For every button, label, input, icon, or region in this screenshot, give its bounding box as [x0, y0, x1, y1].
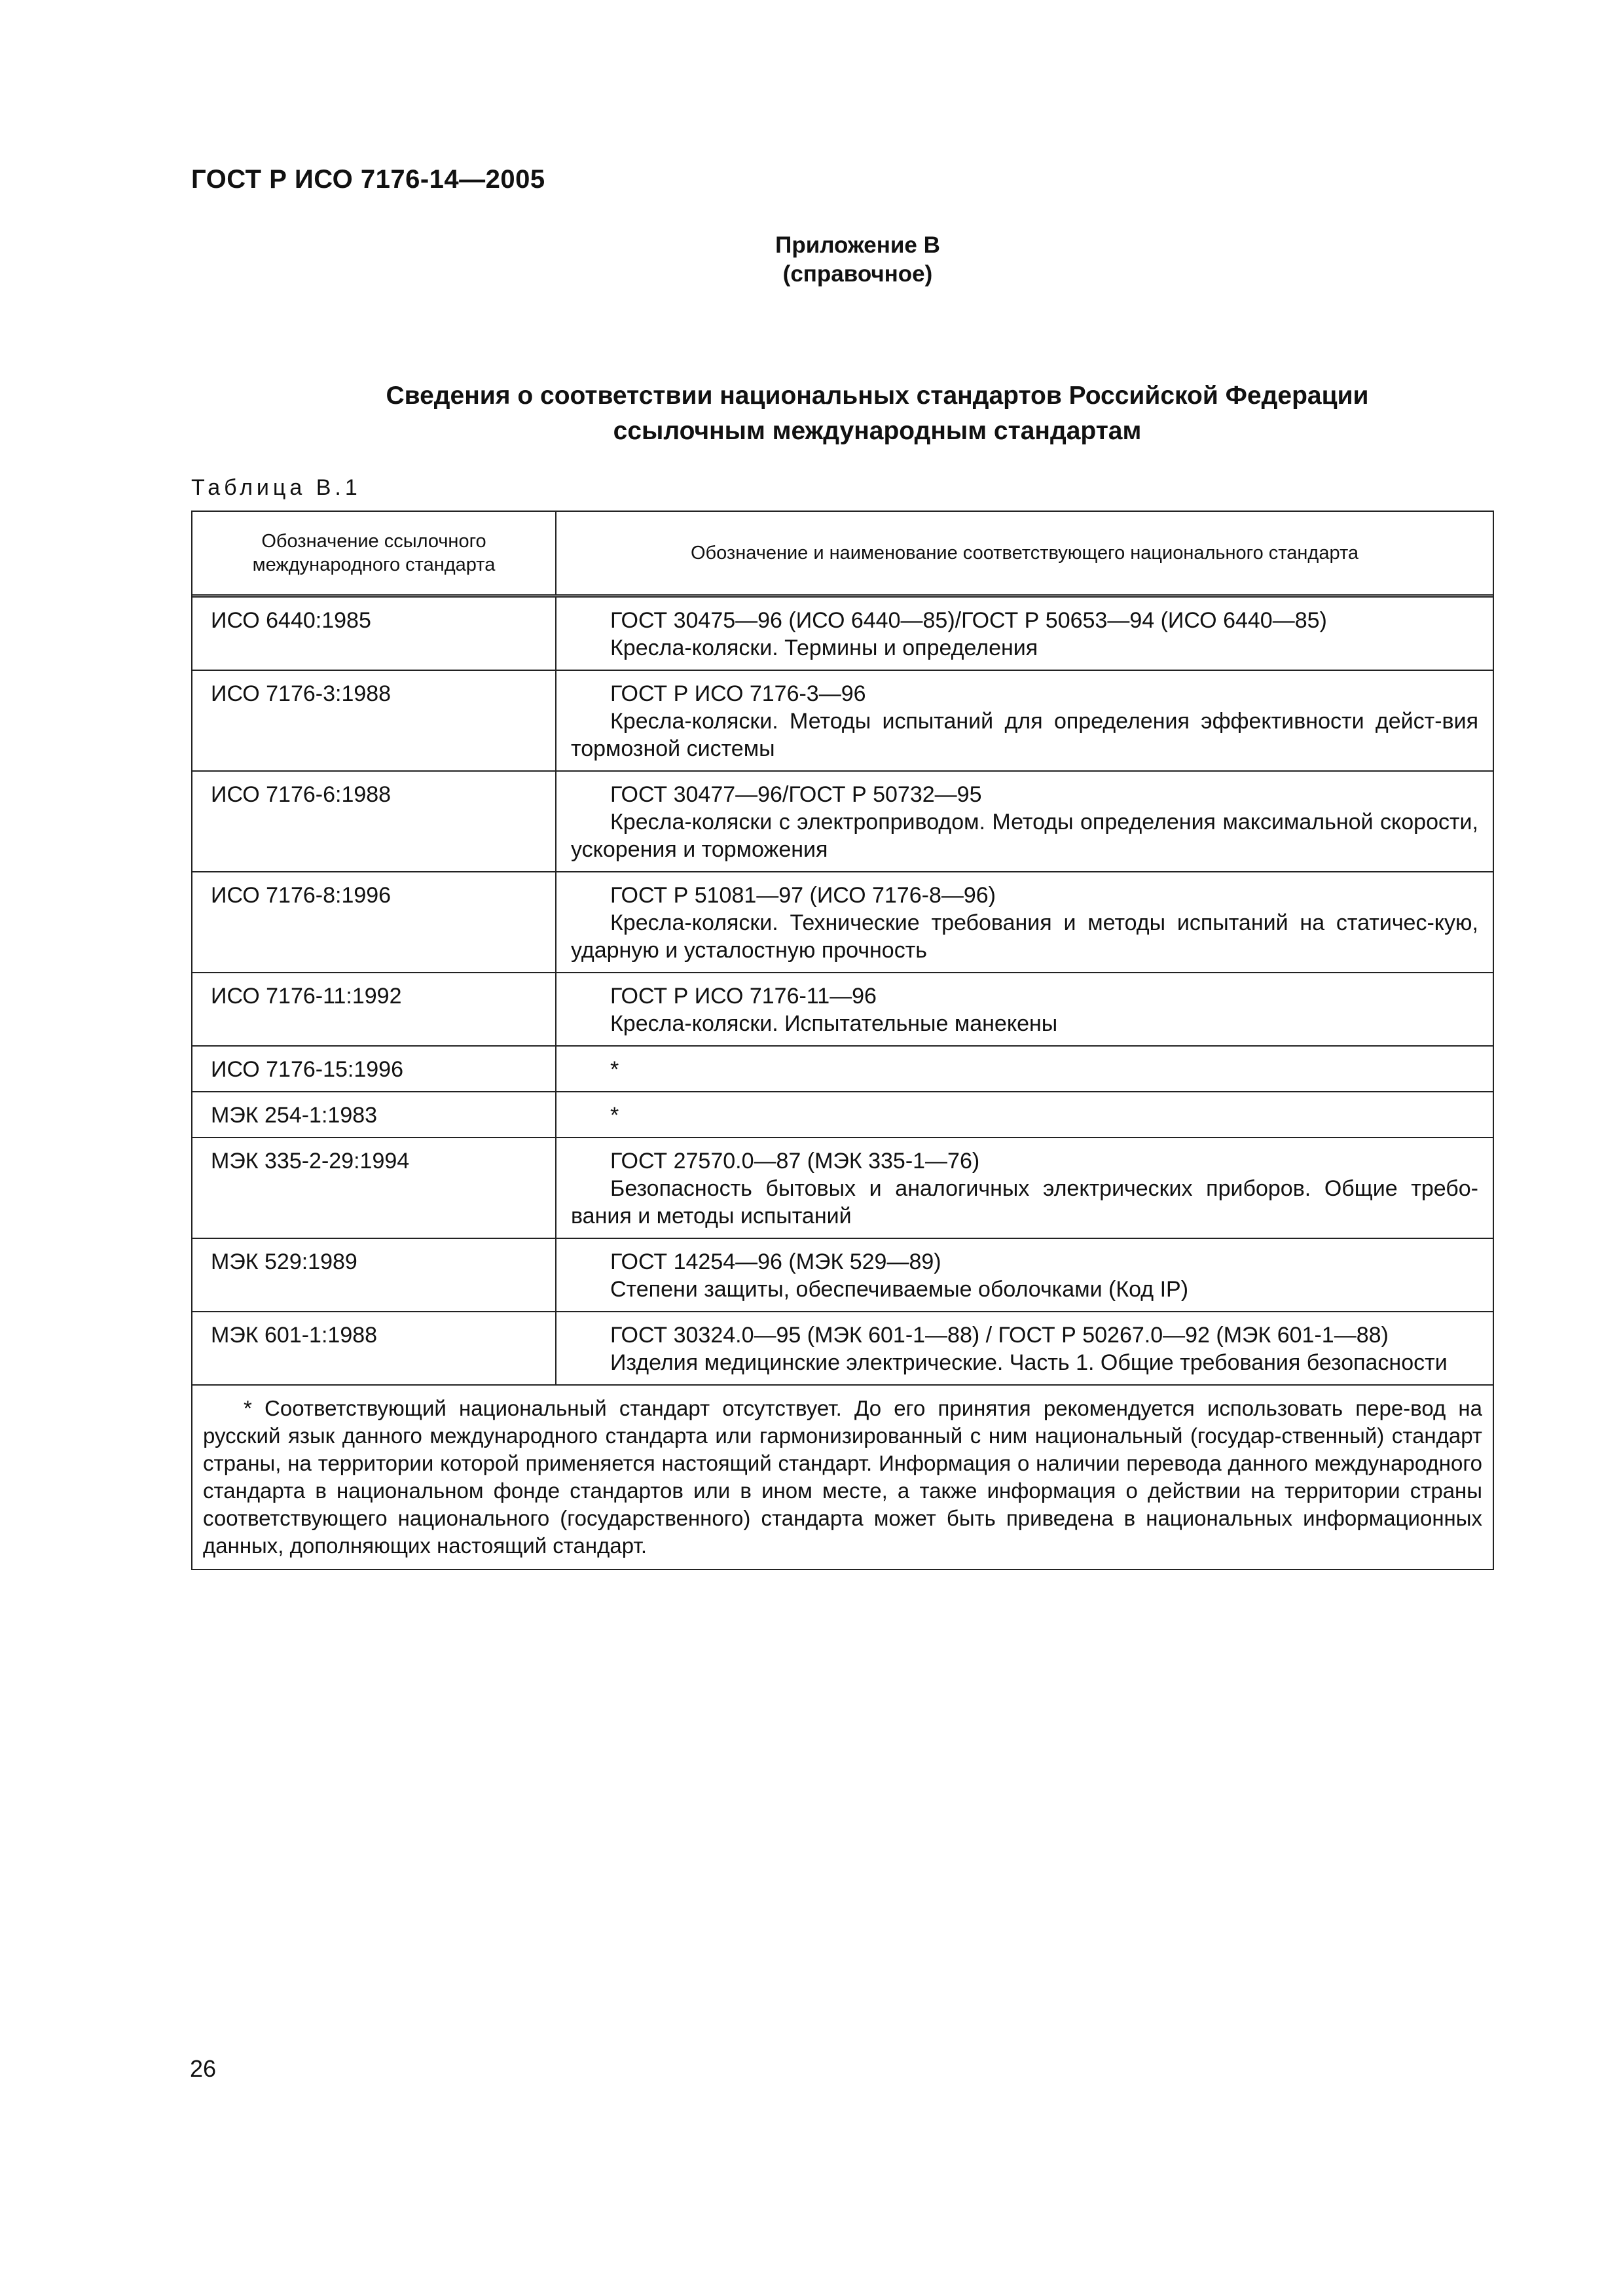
table-row — [192, 598, 1493, 671]
national-standard-designation: ГОСТ 30475—96 (ИСО 6440—85)/ГОСТ Р 50653—94 (ИСО 6440—85) — [610, 608, 1327, 633]
table-caption: Таблица В.1 — [191, 475, 361, 500]
reference-standard-cell: ИСО 7176-15:1996 — [192, 1047, 556, 1091]
national-standard-cell — [556, 598, 1493, 670]
reference-standard-cell: ИСО 7176-3:1988 — [192, 671, 556, 770]
national-standard-title: Степени защиты, обеспечиваемые оболочками (Код IP) — [610, 1277, 1189, 1302]
national-standard-designation: ГОСТ Р ИСО 7176-3—96 — [610, 681, 866, 706]
national-standard-title: Безопасность бытовых и аналогичных электрических приборов. Общие требо-вания и методы испытаний — [571, 1176, 1478, 1229]
appendix-heading — [687, 231, 1028, 289]
correspondence-table — [191, 511, 1494, 1570]
table-row — [192, 1138, 1493, 1239]
table-row — [192, 872, 1493, 973]
national-standard-cell — [556, 973, 1493, 1045]
reference-standard-cell: МЭК 601-1:1988 — [192, 1312, 556, 1384]
footnote-text: * Соответствующий национальный стандарт отсутствует. До его принятия рекомендуется использовать пере-вод на русский язык данного международного стандарта или гармонизированный с ним национальный (государ-ственный) стандарт страны, на территории которой применяется настоящий стандарт. Информация о наличии перевода данного международного стандарта в национальном фонде стандартов или в ином месте, а также информация о действии на территории страны соответствующего национального (государственного) стандарта может быть приведена в национальных информационных данных, дополняющих настоящий стандарт. — [203, 1396, 1482, 1558]
table-row — [192, 1092, 1493, 1138]
reference-standard-cell: МЭК 335-2-29:1994 — [192, 1138, 556, 1238]
national-standard-designation: ГОСТ 30477—96/ГОСТ Р 50732—95 — [610, 782, 982, 807]
national-standard-cell — [556, 872, 1493, 972]
appendix-title: Приложение В — [775, 232, 940, 258]
national-standard-title: Кресла-коляски. Испытательные манекены — [610, 1011, 1058, 1036]
table-row — [192, 1047, 1493, 1092]
reference-standard-cell: ИСО 7176-8:1996 — [192, 872, 556, 972]
reference-standard-cell: МЭК 529:1989 — [192, 1239, 556, 1311]
table-row — [192, 1239, 1493, 1312]
section-title — [183, 378, 1571, 449]
column-header-reference: Обозначение ссылочного международного стандарта — [192, 512, 556, 594]
table-footnote — [192, 1386, 1493, 1569]
document-header: ГОСТ Р ИСО 7176-14—2005 — [191, 165, 545, 194]
table-row — [192, 772, 1493, 872]
national-standard-designation: ГОСТ Р ИСО 7176-11—96 — [610, 984, 877, 1009]
table-header-row — [192, 512, 1493, 598]
national-standard-cell — [556, 671, 1493, 770]
appendix-type: (справочное) — [782, 261, 933, 287]
table-row — [192, 671, 1493, 772]
page-number: 26 — [190, 2055, 217, 2082]
reference-standard-cell: ИСО 7176-6:1988 — [192, 772, 556, 871]
section-title-line1: Сведения о соответствии национальных стандартов Российской Федерации — [386, 382, 1369, 410]
national-standard-designation: * — [610, 1103, 619, 1128]
section-title-line2: ссылочным международным стандартам — [613, 417, 1142, 445]
national-standard-title: Кресла-коляски. Методы испытаний для определения эффективности дейст-вия тормозной системы — [571, 709, 1478, 761]
national-standard-designation: ГОСТ Р 51081—97 (ИСО 7176-8—96) — [610, 883, 996, 908]
table-row — [192, 1312, 1493, 1386]
national-standard-cell — [556, 1047, 1493, 1091]
national-standard-designation: ГОСТ 14254—96 (МЭК 529—89) — [610, 1249, 941, 1274]
column-header-national: Обозначение и наименование соответствующего национального стандарта — [690, 542, 1359, 564]
national-standard-designation: ГОСТ 27570.0—87 (МЭК 335-1—76) — [610, 1149, 980, 1174]
national-standard-designation: * — [610, 1057, 619, 1082]
table-body — [192, 598, 1493, 1386]
national-standard-designation: ГОСТ 30324.0—95 (МЭК 601-1—88) / ГОСТ Р 50267.0—92 (МЭК 601-1—88) — [610, 1323, 1389, 1348]
table-row — [192, 973, 1493, 1047]
national-standard-cell — [556, 772, 1493, 871]
national-standard-title: Кресла-коляски. Термины и определения — [610, 636, 1038, 660]
national-standard-title: Изделия медицинские электрические. Часть 1. Общие требования безопасности — [610, 1350, 1448, 1375]
reference-standard-cell: ИСО 7176-11:1992 — [192, 973, 556, 1045]
national-standard-title: Кресла-коляски с электроприводом. Методы определения максимальной скорости, ускорения и торможения — [571, 810, 1478, 862]
national-standard-cell — [556, 1138, 1493, 1238]
national-standard-cell — [556, 1312, 1493, 1384]
national-standard-cell — [556, 1239, 1493, 1311]
national-standard-title: Кресла-коляски. Технические требования и методы испытаний на статичес-кую, ударную и усталостную прочность — [571, 910, 1478, 963]
reference-standard-cell: ИСО 6440:1985 — [192, 598, 556, 670]
reference-standard-cell: МЭК 254-1:1983 — [192, 1092, 556, 1137]
national-standard-cell — [556, 1092, 1493, 1137]
